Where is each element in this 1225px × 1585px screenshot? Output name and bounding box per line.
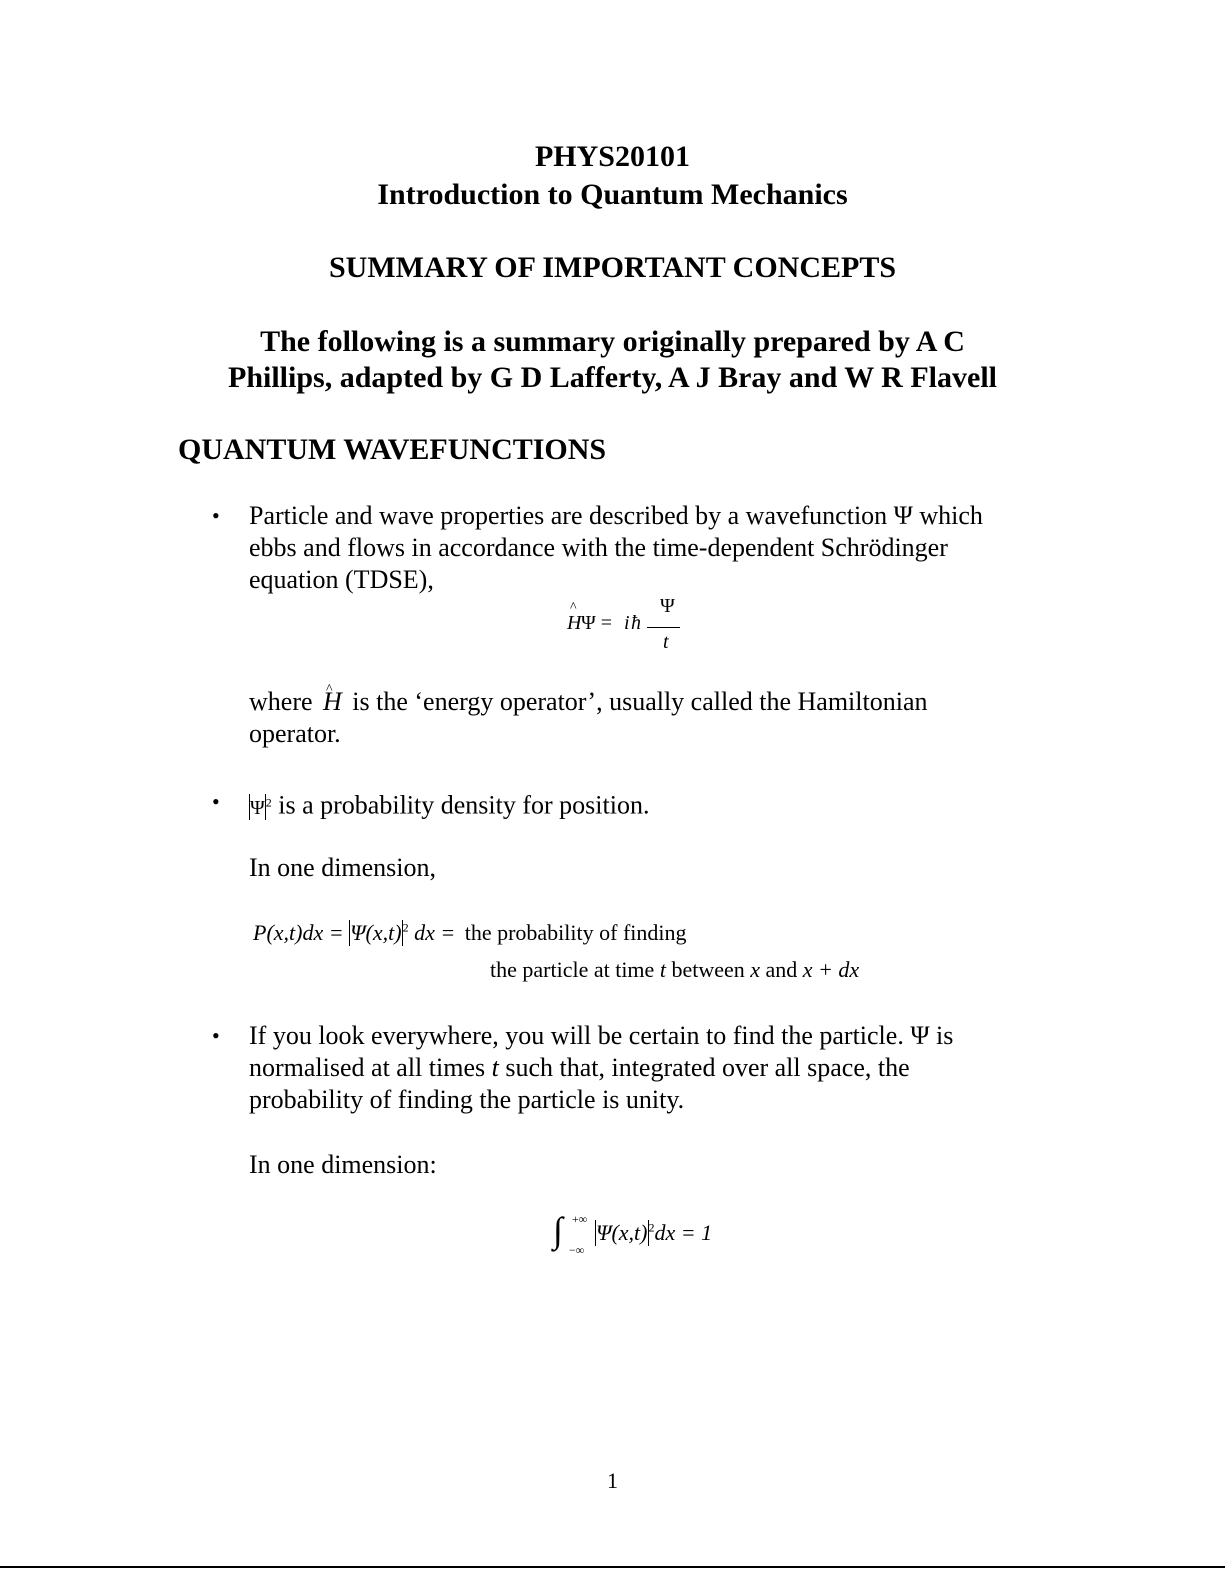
- hamiltonian-symbol: ^ H: [567, 612, 581, 635]
- where-word: where: [249, 687, 313, 716]
- tdse-equation: [567, 597, 687, 655]
- eq-text-xdx: x + dx: [802, 957, 860, 982]
- section-heading: QUANTUM WAVEFUNCTIONS: [178, 433, 607, 466]
- tdse-psi-equals: Ψ =: [581, 612, 613, 634]
- integral-tail: dx = 1: [654, 1220, 713, 1245]
- integral-sign: ∫: [553, 1210, 563, 1250]
- where-description: is the ‘energy operator’, usually called the Hamiltonian: [352, 687, 928, 716]
- eq-psi: Ψ(x,t): [350, 920, 402, 945]
- eq-text-c: and: [760, 957, 803, 982]
- where-line-2: operator.: [249, 719, 341, 748]
- integral-psi: Ψ(x,t): [596, 1220, 648, 1245]
- fraction-numerator: Ψ: [660, 595, 675, 617]
- bullet-3-line-2b: such that, integrated over all space, the: [498, 1053, 910, 1082]
- eq-explanation-2: [490, 957, 859, 983]
- integral-body: [595, 1220, 712, 1246]
- course-code: PHYS20101: [534, 140, 690, 173]
- hamiltonian-inline: ^ H: [323, 686, 342, 718]
- bullet-marker: •: [212, 503, 220, 528]
- page-bottom-rule: [0, 1566, 1225, 1568]
- fraction-denominator: t: [663, 631, 669, 653]
- bullet-2-text: [249, 786, 1069, 824]
- integral-exponent: 2: [648, 1220, 655, 1235]
- integral-lower-limit: −∞: [569, 1243, 585, 1257]
- dimension-note-2: In one dimension:: [249, 1150, 437, 1179]
- bullet-1-line-1: Particle and wave properties are described by a wavefunction Ψ which: [249, 501, 983, 530]
- eq-text-a: the particle at time: [490, 957, 660, 982]
- credit-line-2: Phillips, adapted by G D Lafferty, A J Bray and W R Flavell: [228, 361, 997, 394]
- eq-text-t: t: [659, 957, 666, 982]
- psi-symbol: Ψ: [250, 796, 265, 819]
- bullet-3-line-1: If you look everywhere, you will be certain to find the particle. Ψ is: [249, 1021, 954, 1050]
- probability-density-text: is a probability density for position.: [278, 790, 650, 820]
- bullet-3-line-2a: normalised at all times: [249, 1053, 492, 1082]
- page-number: 1: [607, 1468, 618, 1493]
- dimension-note-1: In one dimension,: [249, 853, 437, 882]
- integral-upper-limit: +∞: [572, 1212, 588, 1226]
- hbar-symbol: ħ: [631, 612, 641, 634]
- exponent: 2: [265, 795, 272, 809]
- imaginary-unit: i: [624, 612, 630, 634]
- credit-line-1: The following is a summary originally prepared by A C: [260, 325, 965, 358]
- eq-explanation-1: the probability of finding: [464, 920, 687, 945]
- fraction-bar: [647, 627, 680, 628]
- probability-equation: [253, 920, 687, 946]
- course-title: Introduction to Quantum Mechanics: [377, 178, 848, 211]
- bullet-3-text: [249, 1020, 1069, 1116]
- where-text: [249, 686, 1069, 750]
- eq-text-x: x: [750, 957, 760, 982]
- bullet-marker: •: [212, 1023, 220, 1048]
- bullet-3-line-2t: t: [491, 1053, 499, 1082]
- summary-title: SUMMARY OF IMPORTANT CONCEPTS: [328, 251, 897, 284]
- bullet-1-line-3: equation (TDSE),: [249, 565, 434, 594]
- bullet-marker: •: [212, 789, 220, 814]
- bullet-1-text: [249, 500, 1069, 596]
- bullet-1-line-2: ebbs and flows in accordance with the time-dependent Schrödinger: [249, 533, 948, 562]
- eq-exponent: 2: [402, 920, 409, 935]
- eq-lhs: P(x,t)dx =: [253, 920, 350, 945]
- bullet-3-line-3: probability of finding the particle is unity.: [249, 1085, 685, 1114]
- eq-dx: dx =: [408, 920, 461, 945]
- normalisation-integral: [553, 1210, 743, 1260]
- eq-text-b: between: [665, 957, 751, 982]
